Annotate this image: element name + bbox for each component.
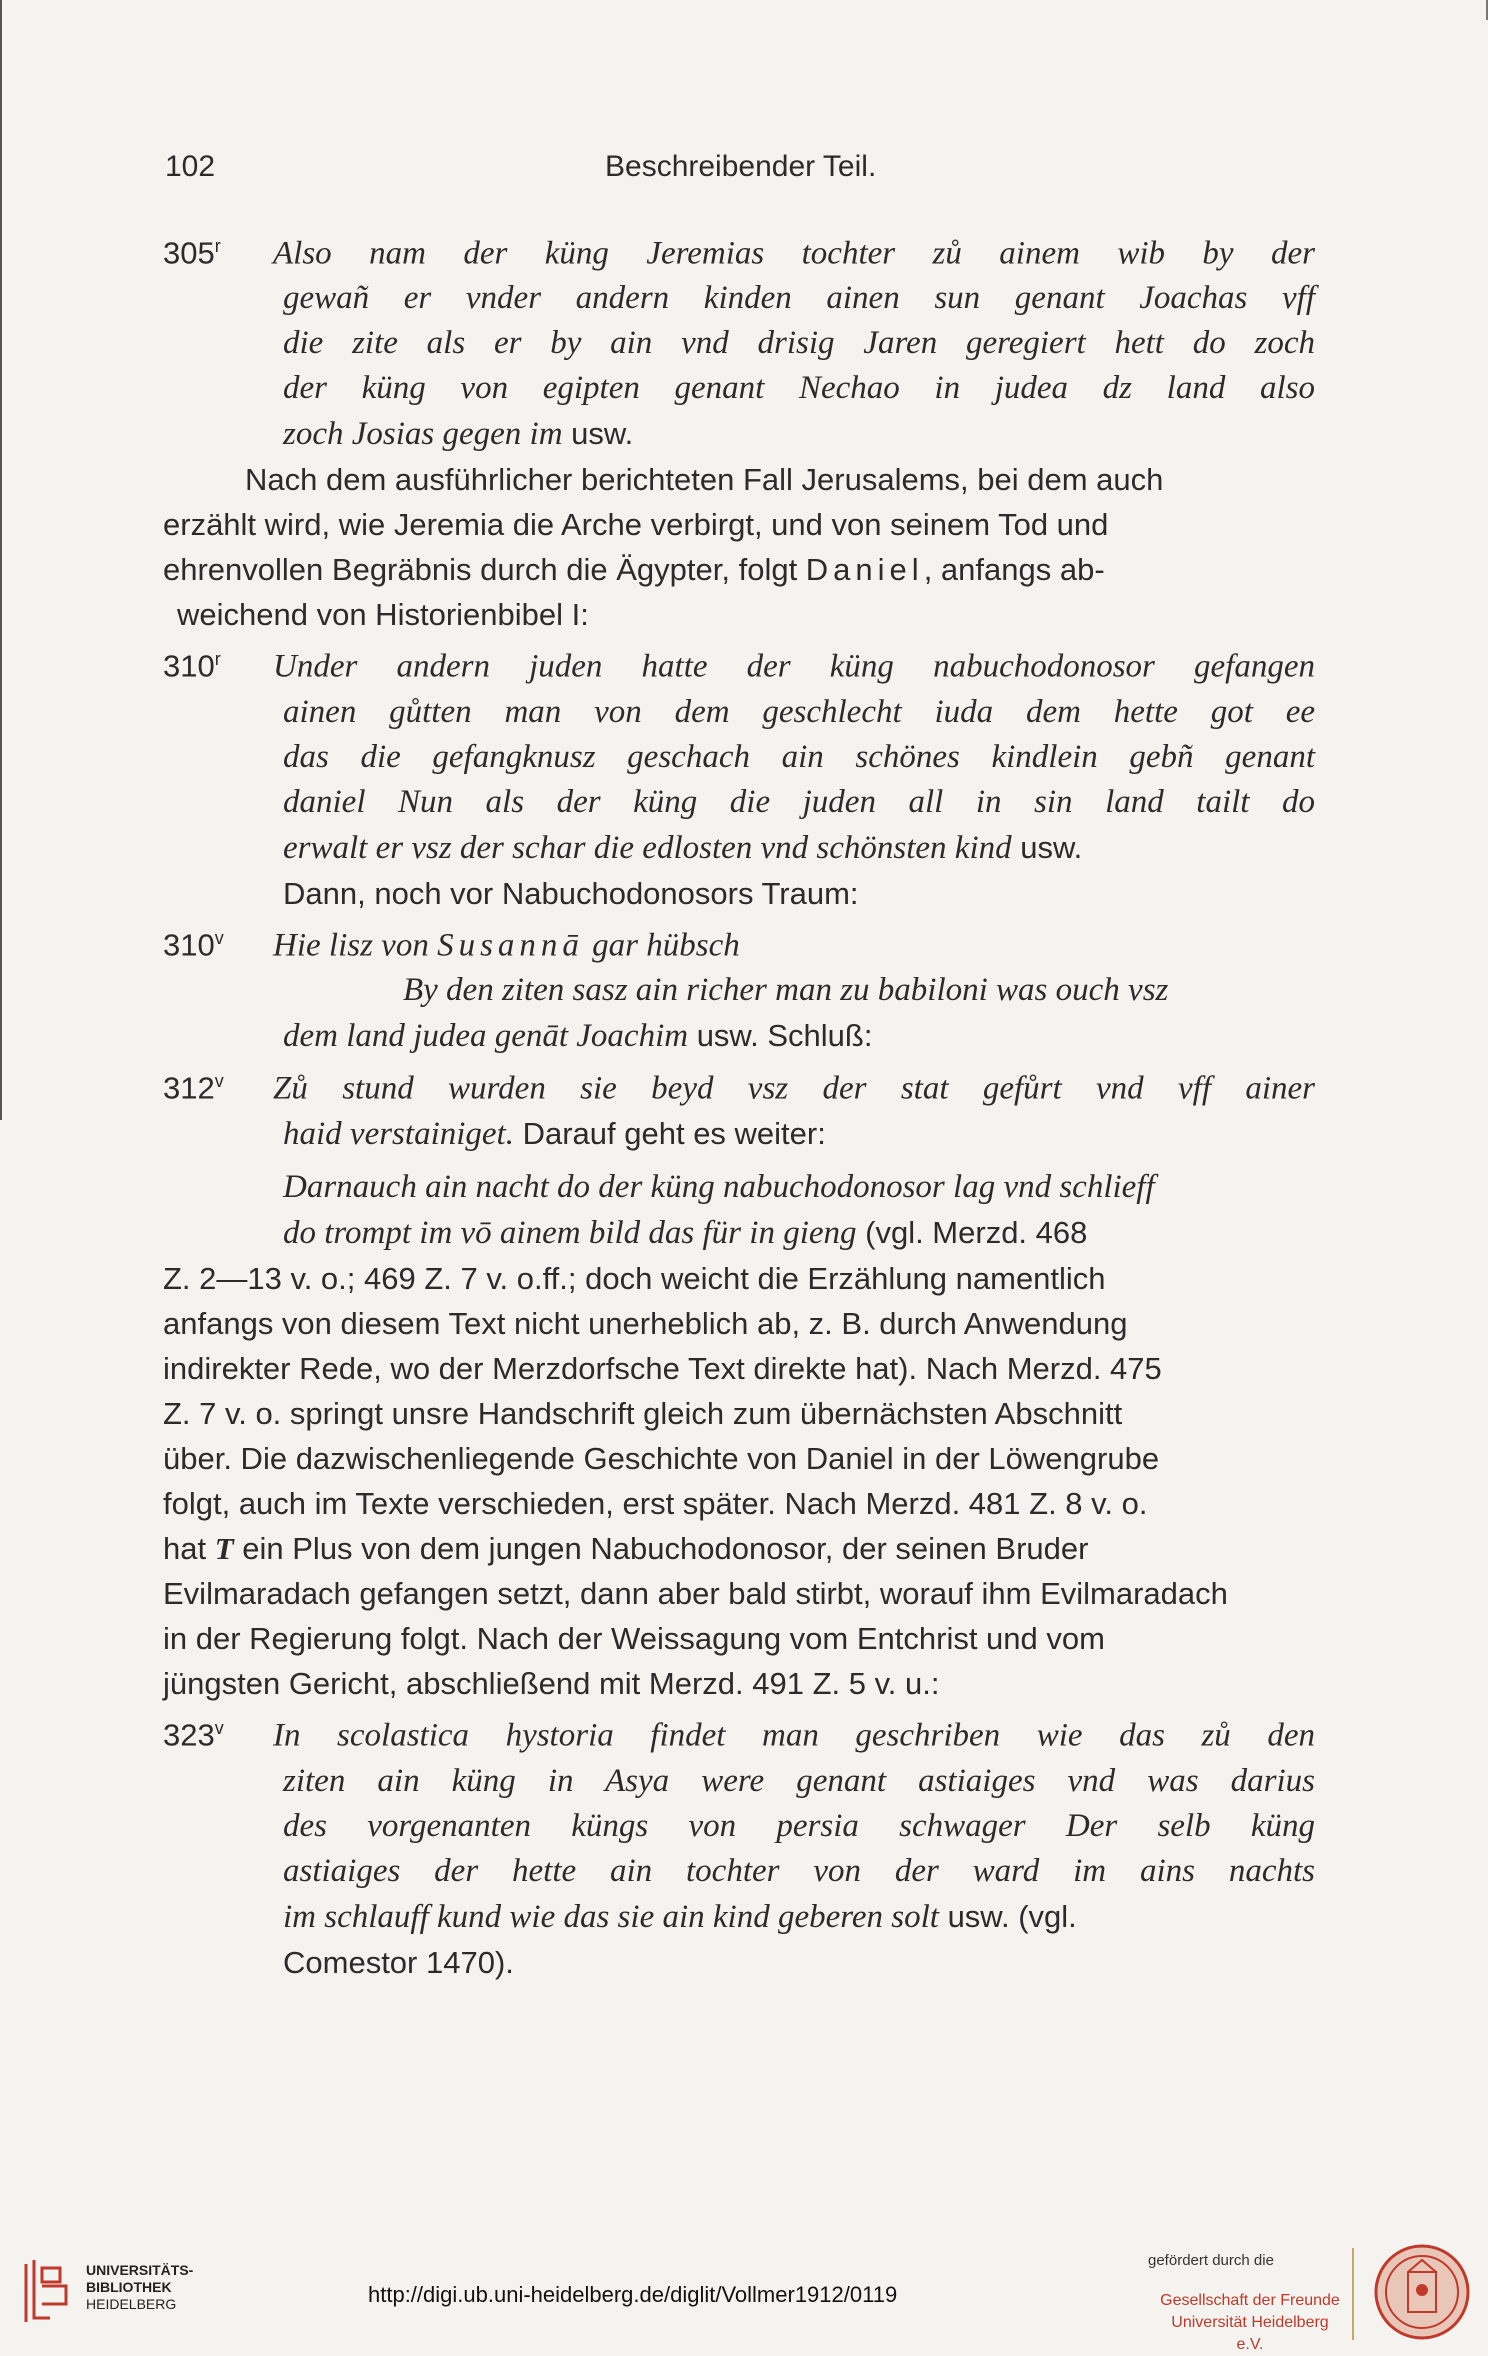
university-seal-icon xyxy=(1372,2242,1472,2342)
paragraph-line: Dann, noch vor Nabuchodonosors Traum: xyxy=(283,875,859,911)
spaced-name: Daniel xyxy=(805,552,924,588)
running-title: Beschreibender Teil. xyxy=(605,150,877,183)
folio-side: v xyxy=(214,927,224,948)
quote-line: ziten ain küng in Asya were genant astiaiges vnd was darius xyxy=(283,1762,1315,1799)
text-line: haid verstainiget. Darauf geht es weiter: xyxy=(283,1116,826,1153)
sponsor-name: Gesellschaft der Freunde Universität Heidelberg e.V. xyxy=(1160,2292,1340,2353)
folio-side: r xyxy=(214,236,221,256)
text-line: 310$^v$ Hie lisz von Susannā gar hübsch xyxy=(163,926,740,963)
folio-side: v xyxy=(214,1070,224,1091)
paragraph-line: indirekter Rede, wo der Merzdorfsche Text direkte hat). Nach Merzd. 475 xyxy=(163,1351,1162,1387)
quote-text: Zů stund wurden sie beyd vsz der stat gefůrt vnd vff ainer xyxy=(273,1070,1315,1107)
footer-divider xyxy=(1352,2248,1354,2340)
page-body xyxy=(163,224,1315,1985)
paragraph-line: Comestor 1470). xyxy=(283,1944,514,1980)
folio-side: v xyxy=(214,1718,224,1739)
text-line: do trompt im vō ainem bild das für in gieng (vgl. Merzd. 468 xyxy=(283,1215,1088,1252)
folio-number: 312 xyxy=(163,1070,215,1106)
library-logo-icon xyxy=(20,2256,72,2328)
quote-text: do trompt im vō ainem bild das für in gieng xyxy=(283,1215,857,1252)
usw-text: usw. xyxy=(562,416,634,452)
text-line xyxy=(163,411,1315,457)
siglum-T: T xyxy=(214,1531,234,1567)
paragraph-line: anfangs von diesem Text nicht unerheblich ab, z. B. durch Anwendung xyxy=(163,1306,1128,1342)
permalink[interactable]: http://digi.ub.uni-heidelberg.de/diglit/Vollmer1912/0119 xyxy=(368,2282,898,2307)
spaced-name: Susannā xyxy=(437,926,584,963)
paragraph-line: über. Die dazwischenliegende Geschichte von Daniel in der Löwengrube xyxy=(163,1441,1160,1477)
folio-number: 305 xyxy=(163,235,215,271)
quote-text: dem land judea genāt Joachim xyxy=(283,1017,689,1054)
text-line xyxy=(163,637,1315,689)
quote-text: haid verstainiget. xyxy=(283,1116,514,1153)
quote-line: Darnauch ain nacht do der küng nabuchodonosor lag vnd schlieff xyxy=(283,1169,1155,1206)
paragraph-line: ehrenvollen Begräbnis durch die Ägypter, folgt Daniel, anfangs ab- xyxy=(163,552,1105,588)
quote-line: gewañ er vnder andern kinden ainen sun genant Joachas vff xyxy=(283,280,1315,317)
text-line xyxy=(163,1706,1315,1758)
folio-number: 323 xyxy=(163,1717,215,1753)
paragraph-line: weichend von Historienbibel I: xyxy=(177,597,589,633)
folio-side: r xyxy=(214,649,221,670)
sponsor-intro: gefördert durch die xyxy=(1148,2252,1274,2269)
quote-line: ainen gůtten man von dem geschlecht iuda dem hette got ee xyxy=(283,693,1315,730)
paragraph-line: Nach dem ausführlicher berichteten Fall Jerusalems, bei dem auch xyxy=(245,462,1164,498)
footer-bar xyxy=(0,2230,1488,2354)
page-number: 102 xyxy=(165,150,216,183)
paragraph-line: hat T ein Plus von dem jungen Nabuchodonosor, der seinen Bruder xyxy=(163,1531,1089,1567)
paragraph-line: Z. 7 v. o. springt unsre Handschrift gleich zum übernächsten Abschnitt xyxy=(163,1396,1123,1432)
folio-number: 310 xyxy=(163,926,215,962)
text-line xyxy=(163,224,1315,276)
quote-text: zoch Josias gegen im xyxy=(283,416,563,453)
quote-text: In scolastica hystoria findet man geschriben wie das zů den xyxy=(273,1717,1315,1754)
quote-line: astiaiges der hette ain tochter von der ward im ains nachts xyxy=(283,1852,1315,1889)
paragraph-line: Evilmaradach gefangen setzt, dann aber bald stirbt, worauf ihm Evilmaradach xyxy=(163,1576,1228,1612)
usw-text: usw. xyxy=(1011,829,1083,865)
text-line xyxy=(163,1059,1315,1111)
paragraph-line: erzählt wird, wie Jeremia die Arche verbirgt, und von seinem Tod und xyxy=(163,507,1109,543)
quote-line: die zite als er by ain vnd drisig Jaren geregiert hett do zoch xyxy=(283,325,1315,362)
quote-text: im schlauff kund wie das sie ain kind geberen solt xyxy=(283,1898,939,1935)
page-edge-rule xyxy=(0,0,2,1120)
paragraph-line: Z. 2—13 v. o.; 469 Z. 7 v. o.ff.; doch weicht die Erzählung namentlich xyxy=(163,1261,1106,1297)
paragraph-line: in der Regierung folgt. Nach der Weissagung vom Entchrist und vom xyxy=(163,1621,1105,1657)
paragraph-line: jüngsten Gericht, abschließend mit Merzd. 491 Z. 5 v. u.: xyxy=(163,1666,940,1702)
quote-line: By den ziten sasz ain richer man zu babiloni was ouch vsz xyxy=(403,971,1169,1008)
paragraph-line: folgt, auch im Texte verschieden, erst später. Nach Merzd. 481 Z. 8 v. o. xyxy=(163,1486,1148,1522)
running-header xyxy=(165,150,1315,190)
quote-line: des vorgenanten küngs von persia schwager Der selb küng xyxy=(283,1807,1315,1844)
quote-text: erwalt er vsz der schar die edlosten vnd schönsten kind xyxy=(283,829,1012,866)
quote-line: das die gefangknusz geschach ain schönes kindlein gebñ genant xyxy=(283,738,1315,775)
text-line: dem land judea genāt Joachim usw. Schluß: xyxy=(283,1017,873,1054)
text-line: im schlauff kund wie das sie ain kind geberen solt usw. (vgl. xyxy=(283,1898,1077,1935)
quote-line: daniel Nun als der küng die juden all in sin land tailt do xyxy=(283,783,1315,820)
library-name: UNIVERSITÄTS- BIBLIOTHEK HEIDELBERG xyxy=(86,2262,194,2312)
quote-text: Under andern juden hatte der küng nabuchodonosor gefangen xyxy=(273,648,1315,685)
folio-number: 310 xyxy=(163,648,215,684)
quote-line: der küng von egipten genant Nechao in judea dz land also xyxy=(283,370,1315,407)
text-line xyxy=(163,825,1315,871)
quote-text: Also nam der küng Jeremias tochter zů ainem wib by der xyxy=(273,235,1315,272)
